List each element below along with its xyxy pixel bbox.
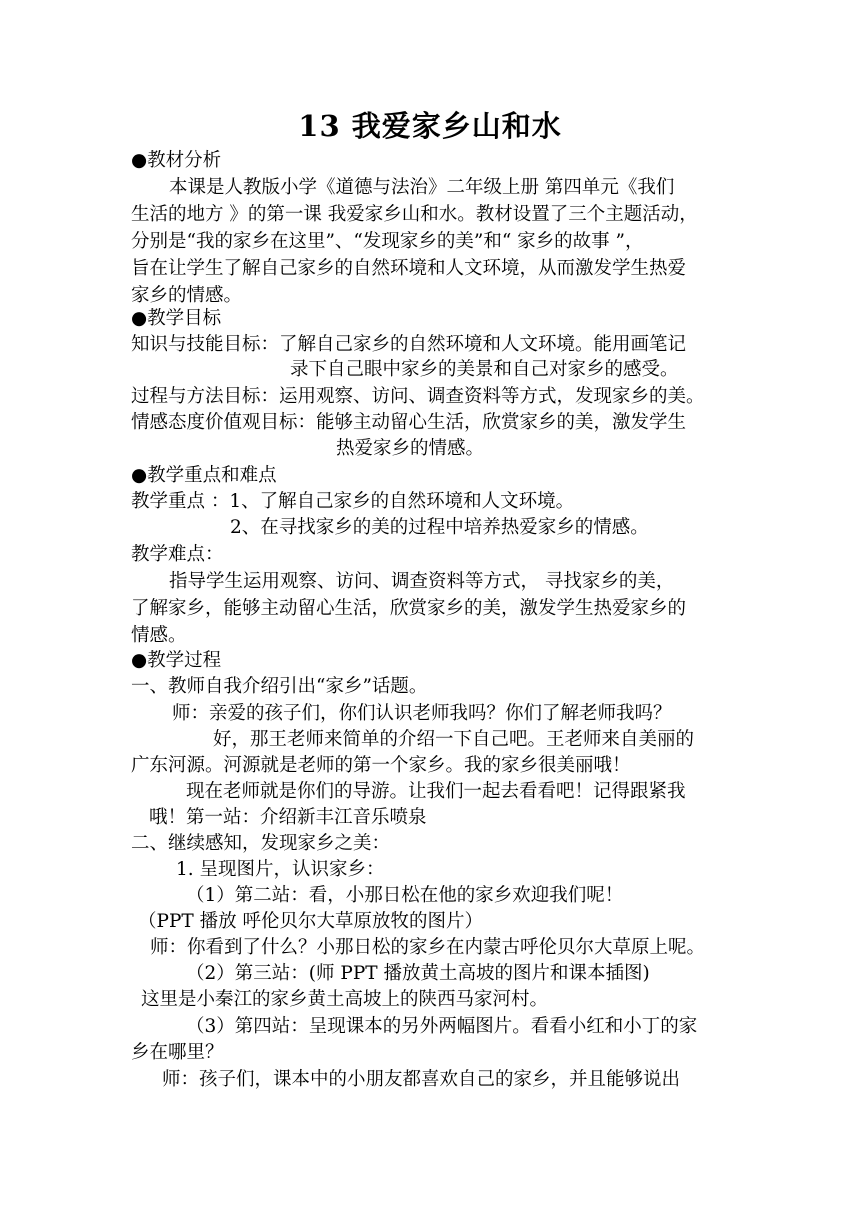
process-line: 广东河源。河源就是老师的第一个家乡。我的家乡很美丽哦！ bbox=[131, 755, 631, 776]
keypoints-line: 情感。 bbox=[131, 625, 187, 646]
section-heading-process: ●教学过程 bbox=[131, 650, 222, 671]
keypoints-line: 教学难点： bbox=[131, 544, 224, 565]
keypoints-line: 教学重点 ：1、了解自己家乡的自然环境和人文环境。 bbox=[131, 491, 575, 512]
process-line: 哦！第一站：介绍新丰江音乐喷泉 bbox=[149, 807, 427, 828]
process-line: 这里是小秦江的家乡黄土高坡上的陕西马家河村。 bbox=[141, 989, 549, 1010]
process-line: 好，那王老师来简单的介绍一下自己吧。王老师来自美丽的 bbox=[213, 729, 695, 750]
process-line: 师：你看到了什么？小那日松的家乡在内蒙古呼伦贝尔大草原上呢。 bbox=[150, 937, 706, 958]
process-line: 二、继续感知，发现家乡之美： bbox=[131, 833, 391, 854]
section-heading-keypoints: ●教学重点和难点 bbox=[131, 465, 277, 486]
analysis-line: 家乡的情感。 bbox=[131, 285, 243, 306]
process-line: 师：亲爱的孩子们，你们认识老师我吗？你们了解老师我吗？ bbox=[172, 703, 672, 724]
goals-line: 知识与技能目标：了解自己家乡的自然环境和人文环境。能用画笔记 bbox=[131, 334, 687, 355]
section-heading-goals: ●教学目标 bbox=[131, 308, 222, 329]
goals-line: 热爱家乡的情感。 bbox=[336, 438, 485, 459]
analysis-line: 生活的地方 》的第一课 我爱家乡山和水。教材设置了三个主题活动， bbox=[131, 204, 698, 225]
goals-line: 过程与方法目标：运用观察、访问、调查资料等方式，发现家乡的美。 bbox=[131, 386, 705, 407]
keypoints-line: 2、在寻找家乡的美的过程中培养热爱家乡的情感。 bbox=[230, 517, 649, 538]
document-title: 13 我爱家乡山和水 bbox=[298, 109, 562, 143]
analysis-line: 旨在让学生了解自己家乡的自然环境和人文环境，从而激发学生热爱 bbox=[131, 258, 687, 279]
analysis-line: 分别是“我的家乡在这里”、“发现家乡的美”和“ 家乡的故事 ”， bbox=[131, 231, 644, 252]
analysis-line: 本课是人教版小学《道德与法治》二年级上册 第四单元《我们 bbox=[169, 177, 675, 198]
keypoints-line: 指导学生运用观察、访问、调查资料等方式， 寻找家乡的美， bbox=[169, 571, 675, 592]
process-line: 1. 呈现图片，认识家乡： bbox=[176, 859, 385, 880]
process-line: 一、教师自我介绍引出“家乡”话题。 bbox=[131, 676, 428, 697]
keypoints-line: 了解家乡，能够主动留心生活，欣赏家乡的美，激发学生热爱家乡的 bbox=[131, 598, 687, 619]
process-line: （2）第三站：(师 PPT 播放黄土高坡的图片和课本插图) bbox=[186, 963, 650, 984]
goals-line: 情感态度价值观目标：能够主动留心生活，欣赏家乡的美，激发学生 bbox=[131, 412, 687, 433]
section-heading-analysis: ●教材分析 bbox=[131, 150, 222, 171]
process-line: 师：孩子们，课本中的小朋友都喜欢自己的家乡，并且能够说出 bbox=[162, 1069, 681, 1090]
process-line: 现在老师就是你们的导游。让我们一起去看看吧！记得跟紧我 bbox=[186, 781, 686, 802]
process-line: （PPT 播放 呼伦贝尔大草原放牧的图片） bbox=[138, 911, 483, 932]
process-line: （3）第四站：呈现课本的另外两幅图片。看看小红和小丁的家 bbox=[186, 1016, 698, 1037]
process-line: 乡在哪里？ bbox=[131, 1042, 224, 1063]
goals-line: 录下自己眼中家乡的美景和自己对家乡的感受。 bbox=[290, 359, 679, 380]
process-line: （1）第二站：看，小那日松在他的家乡欢迎我们呢！ bbox=[186, 885, 624, 906]
